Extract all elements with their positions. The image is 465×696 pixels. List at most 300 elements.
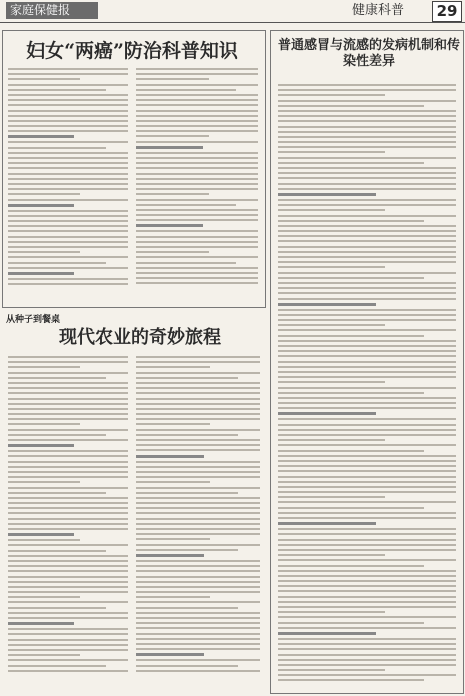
body-text-line — [136, 167, 258, 169]
body-text-line — [136, 570, 260, 572]
body-text-line — [8, 418, 128, 420]
subheading-line — [136, 554, 204, 557]
body-text-line — [278, 204, 456, 206]
body-text-line — [136, 157, 258, 159]
body-text-line — [8, 210, 128, 212]
body-text-line — [278, 314, 456, 316]
section-label-right: 健康科普 — [352, 3, 405, 18]
subheading-line — [8, 272, 74, 275]
subheading-line — [136, 653, 204, 656]
section-label-left: 家庭保健报 — [6, 2, 98, 19]
body-text-line — [278, 460, 456, 462]
body-text-line — [278, 215, 456, 217]
body-text-line — [136, 538, 210, 540]
body-text-line — [8, 84, 128, 86]
body-text-line — [278, 335, 424, 337]
body-text-line — [8, 628, 128, 630]
body-text-line — [278, 84, 456, 86]
body-text-line — [8, 141, 128, 143]
body-text-line — [136, 193, 209, 195]
subheading-line — [136, 455, 204, 458]
body-text-line — [278, 643, 456, 645]
body-text-line — [8, 607, 106, 609]
body-text-line — [278, 261, 456, 263]
body-text-line — [136, 219, 258, 221]
body-text-line — [278, 126, 456, 128]
body-text-line — [8, 89, 106, 91]
body-text-line — [8, 147, 106, 149]
body-text-line — [136, 633, 260, 635]
body-text-line — [136, 110, 258, 112]
subheading-line — [8, 135, 74, 138]
subheading-line — [8, 622, 74, 625]
body-text-line — [8, 398, 128, 400]
body-text-line — [8, 639, 128, 641]
body-text-line — [136, 581, 260, 583]
body-text-line — [278, 528, 456, 530]
body-text-line — [8, 220, 128, 222]
body-text-line — [8, 167, 128, 169]
body-text-line — [136, 89, 236, 91]
body-text-line — [136, 449, 260, 451]
body-text-line — [278, 611, 385, 613]
body-text-line — [136, 601, 260, 603]
body-text-line — [8, 403, 128, 405]
body-text-line — [136, 377, 238, 379]
body-text-line — [8, 230, 128, 232]
body-text-line — [136, 444, 260, 446]
body-text-line — [136, 665, 238, 667]
body-text-line — [8, 601, 128, 603]
body-text-line — [136, 607, 238, 609]
body-text-line — [278, 664, 456, 666]
body-text-line — [278, 580, 456, 582]
body-text-line — [136, 638, 260, 640]
body-text-line — [278, 177, 456, 179]
body-text-line — [8, 544, 128, 546]
subheading-line — [136, 146, 203, 149]
body-text-line — [8, 162, 128, 164]
body-text-line — [278, 590, 456, 592]
body-text-line — [278, 225, 456, 227]
body-text-line — [136, 236, 258, 238]
body-text-line — [8, 99, 128, 101]
body-text-line — [8, 586, 128, 588]
body-text-line — [8, 455, 128, 457]
body-text-line — [136, 178, 258, 180]
body-text-line — [136, 125, 258, 127]
body-text-line — [136, 622, 260, 624]
body-text-line — [278, 324, 385, 326]
body-text-line — [136, 162, 258, 164]
body-text-line — [136, 502, 260, 504]
body-text-line — [278, 100, 456, 102]
body-text-line — [136, 277, 258, 279]
body-text-line — [136, 408, 260, 410]
subheading-line — [278, 522, 376, 525]
body-text-line — [8, 215, 128, 217]
body-text-line — [8, 251, 80, 253]
body-text-line — [278, 172, 456, 174]
body-text-line — [278, 110, 456, 112]
body-text-line — [136, 627, 260, 629]
body-text-line — [8, 565, 128, 567]
body-text-line — [8, 408, 128, 410]
body-text-line — [278, 199, 456, 201]
body-text-line — [8, 356, 128, 358]
body-text-line — [8, 193, 80, 195]
body-text-line — [8, 267, 128, 269]
body-text-line — [278, 94, 385, 96]
body-text-line — [278, 282, 456, 284]
body-text-line — [278, 585, 456, 587]
body-text-line — [278, 533, 456, 535]
body-text-line — [278, 387, 456, 389]
body-text-line — [278, 361, 456, 363]
body-text-line — [278, 491, 456, 493]
body-text-line — [278, 476, 456, 478]
body-text-line — [136, 659, 260, 661]
body-text-line — [136, 256, 258, 258]
body-text-line — [278, 455, 456, 457]
body-text-line — [278, 167, 456, 169]
subheading-line — [278, 193, 376, 196]
article-1-column-2 — [136, 68, 258, 288]
body-text-line — [8, 644, 128, 646]
body-text-line — [136, 230, 258, 232]
body-text-line — [8, 659, 128, 661]
article-2-title: 现代农业的奇妙旅程 — [59, 327, 221, 348]
body-text-line — [278, 570, 456, 572]
body-text-line — [8, 528, 128, 530]
body-text-line — [136, 648, 260, 650]
body-text-line — [8, 434, 106, 436]
body-text-line — [136, 471, 260, 473]
body-text-line — [278, 256, 456, 258]
subheading-line — [278, 632, 376, 635]
body-text-line — [136, 612, 260, 614]
body-text-line — [136, 670, 260, 672]
body-text-line — [136, 188, 258, 190]
body-text-line — [8, 612, 128, 614]
body-text-line — [136, 413, 260, 415]
body-text-line — [8, 518, 128, 520]
body-text-line — [136, 481, 210, 483]
body-text-line — [136, 115, 258, 117]
body-text-line — [278, 496, 385, 498]
body-text-line — [278, 345, 456, 347]
body-text-line — [136, 528, 260, 530]
body-text-line — [278, 554, 385, 556]
body-text-line — [278, 539, 456, 541]
body-text-line — [8, 78, 80, 80]
body-text-line — [278, 418, 456, 420]
body-text-line — [136, 439, 260, 441]
body-text-line — [136, 267, 258, 269]
body-text-line — [278, 287, 456, 289]
body-text-line — [136, 429, 260, 431]
body-text-line — [8, 283, 128, 285]
body-text-line — [8, 502, 128, 504]
body-text-line — [278, 246, 456, 248]
body-text-line — [8, 246, 128, 248]
body-text-line — [8, 372, 128, 374]
body-text-line — [136, 272, 258, 274]
body-text-line — [136, 466, 260, 468]
body-text-line — [136, 392, 260, 394]
body-text-line — [8, 173, 128, 175]
body-text-line — [8, 256, 128, 258]
body-text-line — [136, 282, 258, 284]
page-number: 29 — [432, 1, 462, 22]
body-text-line — [136, 617, 260, 619]
subheading-line — [8, 444, 74, 447]
body-text-line — [8, 130, 128, 132]
body-text-line — [136, 173, 258, 175]
body-text-line — [136, 199, 258, 201]
body-text-line — [136, 141, 258, 143]
body-text-line — [8, 596, 80, 598]
body-text-line — [278, 319, 456, 321]
body-text-line — [8, 439, 128, 441]
body-text-line — [8, 507, 128, 509]
body-text-line — [278, 616, 456, 618]
body-text-line — [8, 392, 128, 394]
body-text-line — [136, 356, 260, 358]
body-text-line — [136, 512, 260, 514]
body-text-line — [8, 68, 128, 70]
body-text-line — [136, 246, 258, 248]
body-text-line — [278, 407, 456, 409]
body-text-line — [278, 606, 456, 608]
subheading-line — [278, 303, 376, 306]
body-text-line — [136, 560, 260, 562]
body-text-line — [278, 517, 456, 519]
body-text-line — [136, 403, 260, 405]
body-text-line — [8, 183, 128, 185]
body-text-line — [136, 94, 258, 96]
body-text-line — [278, 329, 456, 331]
body-text-line — [136, 586, 260, 588]
article-3-column — [278, 84, 456, 685]
body-text-line — [8, 487, 128, 489]
body-text-line — [278, 549, 456, 551]
body-text-line — [278, 575, 456, 577]
subheading-line — [278, 412, 376, 415]
body-text-line — [278, 366, 456, 368]
body-text-line — [278, 544, 456, 546]
body-text-line — [8, 413, 128, 415]
body-text-line — [278, 434, 456, 436]
article-2-column-2 — [136, 356, 260, 675]
body-text-line — [278, 465, 456, 467]
body-text-line — [278, 376, 456, 378]
body-text-line — [136, 152, 258, 154]
body-text-line — [278, 507, 424, 509]
body-text-line — [278, 648, 456, 650]
body-text-line — [136, 423, 210, 425]
body-text-line — [8, 225, 128, 227]
body-text-line — [8, 649, 128, 651]
body-text-line — [278, 266, 385, 268]
body-text-line — [8, 94, 128, 96]
body-text-line — [136, 120, 258, 122]
body-text-line — [278, 627, 456, 629]
body-text-line — [278, 240, 456, 242]
body-text-line — [8, 110, 128, 112]
body-text-line — [8, 199, 128, 201]
body-text-line — [8, 236, 128, 238]
body-text-line — [278, 392, 424, 394]
body-text-line — [136, 418, 260, 420]
body-text-line — [136, 518, 260, 520]
body-text-line — [136, 78, 209, 80]
body-text-line — [136, 596, 210, 598]
body-text-line — [278, 622, 424, 624]
body-text-line — [8, 539, 80, 541]
body-text-line — [8, 125, 128, 127]
body-text-line — [136, 382, 260, 384]
body-text-line — [278, 162, 424, 164]
body-text-line — [278, 309, 456, 311]
body-text-line — [278, 115, 456, 117]
body-text-line — [136, 387, 260, 389]
body-text-line — [278, 209, 385, 211]
body-text-line — [136, 434, 238, 436]
body-text-line — [136, 73, 258, 75]
body-text-line — [278, 371, 456, 373]
body-text-line — [278, 136, 456, 138]
body-text-line — [278, 340, 456, 342]
body-text-line — [136, 372, 260, 374]
body-text-line — [8, 188, 128, 190]
body-text-line — [8, 555, 128, 557]
body-text-line — [278, 188, 456, 190]
body-text-line — [8, 262, 106, 264]
body-text-line — [8, 423, 80, 425]
body-text-line — [8, 550, 106, 552]
body-text-line — [136, 487, 260, 489]
body-text-line — [278, 486, 456, 488]
body-text-line — [278, 679, 424, 681]
article-1-column-1 — [8, 68, 128, 288]
body-text-line — [8, 512, 128, 514]
body-text-line — [136, 209, 258, 211]
body-text-line — [278, 596, 456, 598]
body-text-line — [278, 669, 385, 671]
body-text-line — [8, 576, 128, 578]
body-text-line — [278, 501, 456, 503]
body-text-line — [278, 559, 456, 561]
body-text-line — [8, 670, 128, 672]
body-text-line — [136, 251, 209, 253]
body-text-line — [278, 277, 424, 279]
body-text-line — [136, 476, 260, 478]
body-text-line — [278, 292, 456, 294]
body-text-line — [136, 549, 238, 551]
body-text-line — [278, 157, 456, 159]
body-text-line — [278, 272, 456, 274]
body-text-line — [136, 99, 258, 101]
body-text-line — [278, 230, 456, 232]
body-text-line — [8, 387, 128, 389]
body-text-line — [278, 220, 424, 222]
body-text-line — [8, 466, 128, 468]
body-text-line — [278, 654, 456, 656]
body-text-line — [278, 470, 456, 472]
body-text-line — [8, 665, 106, 667]
body-text-line — [8, 278, 128, 280]
body-text-line — [136, 361, 260, 363]
body-text-line — [136, 398, 260, 400]
body-text-line — [136, 565, 260, 567]
body-text-line — [278, 235, 456, 237]
body-text-line — [8, 104, 128, 106]
body-text-line — [8, 73, 128, 75]
body-text-line — [136, 262, 236, 264]
body-text-line — [8, 429, 128, 431]
body-text-line — [278, 350, 456, 352]
body-text-line — [8, 366, 80, 368]
body-text-line — [136, 544, 260, 546]
body-text-line — [136, 461, 260, 463]
body-text-line — [136, 507, 260, 509]
body-text-line — [278, 355, 456, 357]
body-text-line — [8, 152, 128, 154]
body-text-line — [278, 146, 456, 148]
article-2-column-1 — [8, 356, 128, 675]
body-text-line — [278, 120, 456, 122]
body-text-line — [278, 481, 456, 483]
body-text-line — [278, 565, 424, 567]
article-3-title: 普通感冒与流感的发病机制和传染性差异 — [277, 38, 460, 69]
body-text-line — [136, 183, 258, 185]
body-text-line — [8, 115, 128, 117]
article-1-title: 妇女“两癌”防治科普知识 — [26, 40, 238, 62]
body-text-line — [136, 643, 260, 645]
body-text-line — [136, 533, 260, 535]
body-text-line — [136, 204, 236, 206]
body-text-line — [8, 178, 128, 180]
body-text-line — [278, 439, 385, 441]
body-text-line — [8, 633, 128, 635]
body-text-line — [8, 471, 128, 473]
body-text-line — [278, 381, 385, 383]
body-text-line — [136, 104, 258, 106]
body-text-line — [8, 450, 128, 452]
body-text-line — [8, 461, 128, 463]
body-text-line — [278, 601, 456, 603]
body-text-line — [8, 654, 80, 656]
body-text-line — [136, 366, 210, 368]
subheading-line — [8, 533, 74, 536]
body-text-line — [278, 251, 456, 253]
body-text-line — [136, 576, 260, 578]
body-text-line — [136, 68, 258, 70]
body-text-line — [136, 214, 258, 216]
body-text-line — [278, 131, 456, 133]
body-text-line — [278, 424, 456, 426]
body-text-line — [8, 617, 128, 619]
body-text-line — [136, 84, 258, 86]
body-text-line — [8, 361, 128, 363]
body-text-line — [278, 450, 424, 452]
body-text-line — [278, 444, 456, 446]
body-text-line — [136, 591, 260, 593]
body-text-line — [278, 429, 456, 431]
body-text-line — [8, 382, 128, 384]
body-text-line — [8, 157, 128, 159]
